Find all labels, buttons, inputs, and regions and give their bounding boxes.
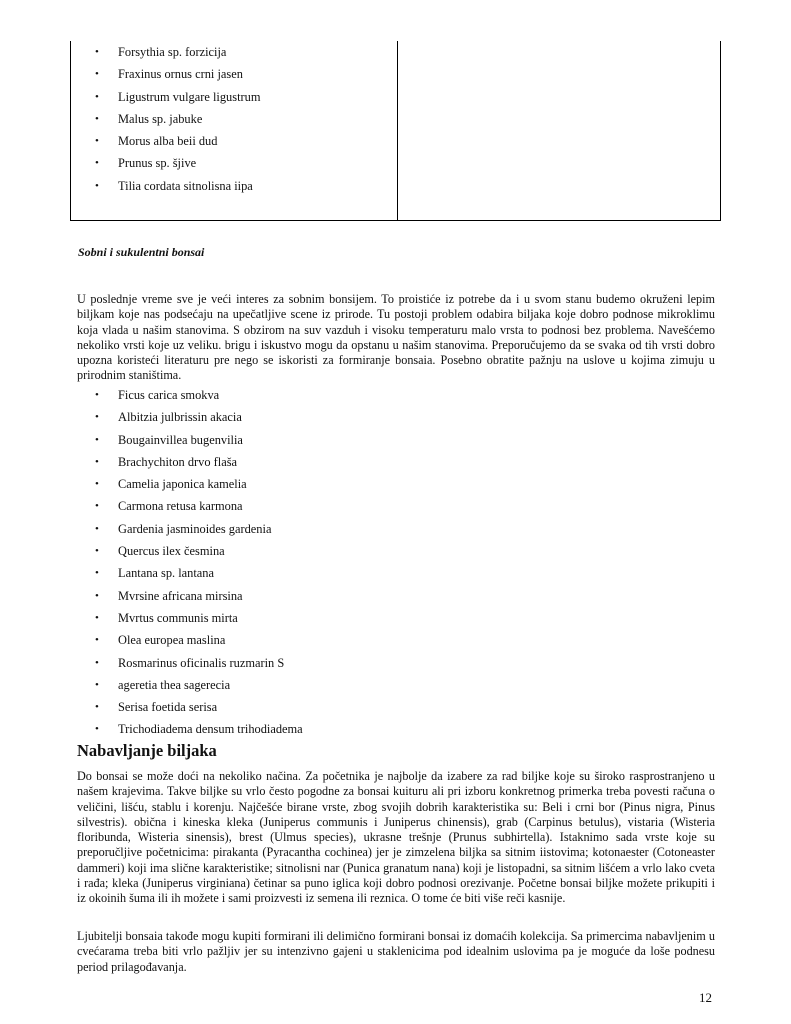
page-number: 12 [699,990,712,1005]
list-item: • Gardenia jasminoides gardenia [95,518,303,540]
list-item: • Serisa foetida serisa [95,696,303,718]
list-item: • Bougainvillea bugenvilia [95,429,303,451]
list-item: • Malus sp. jabuke [95,108,260,130]
list-item: • Camelia japonica kamelia [95,473,303,495]
table-column-divider [397,41,398,220]
list-item: • Tilia cordata sitnolisna iipa [95,175,260,197]
section-heading-sobni: Sobni i sukulentni bonsai [78,245,205,259]
acquisition-paragraph: Do bonsai se može doći na nekoliko načina. Za početnika je najbolje da izabere za rad biljke koje su široko rasprostranjeno u našem krajevima. Takve biljke su vrlo često pogodne za bonsai kuituru ali pri izboru konkretnog primerka treba povesti računa o veličini, lišću, stablu i korenju. Najčešće birane vrste, zbog svojih dobrih karakteristika su: Beli i crni bor (Pinus nigra, Pinus silvestris). obična i kineska kleka (Juniperus communis i Juniperus chinensis), grab (Carpinus betulus), vistaria (Wisteria floribunda, Wisteria sinensis), brest (Ulmus species), ukrasne trešnje (Prunus subhirtella). Istaknimo sada vrste koje su preporučljive početnicima: pirakanta (Pyracantha cochinea) jer je zimzelena biljka sa sitnim iistovima; kotonaester (Cotoneaster dammeri) koji ima slične karakteristike; sitnolisni nar (Punica granatum nana) koji je listopadni, sa sitnim lišćem a vrlo lako cveta i rađa; kleka (Juniperus virginiana) četinar sa puno iglica koji dobro podnosi orezivanje. Početne bonsai biljke možete prikupiti i iz okoinih šuma ili ih možete i sami proizvesti iz semena ili reznica. O tome će biti više reči kasnije. [77,769,715,906]
table-species-list [95,41,260,197]
list-item: • ageretia thea sagerecia [95,674,303,696]
list-item: • Mvrsine africana mirsina [95,585,303,607]
list-item: • Fraxinus ornus crni jasen [95,63,260,85]
intro-paragraph: U poslednje vreme sve je veći interes za sobnim bonsijem. To proistiće iz potrebe da i u svom stanu budemo okruženi lepim biljkam koje nas podsećaju na upečatljive scene iz prirode. Tu postoji problem odabira biljaka koje dobro podnose mikroklimu koja vlada u našim stanovima. S obzirom na suv vazduh i visoku temperaturu malo vrsta to podnosi bez problema. Navešćemo nekoliko vrsti koje uz veliku. brigu i iskustvo mogu da opstanu u našim stanovima. Preporučujemo da se svaka od tih vrsti dobro upozna koristeći literaturu pre nego se iskoristi za formiranje bonsaia. Posebno obratite pažnju na uslove u kojima zimuju u prirodnim staništima. [77,292,715,383]
list-item: • Mvrtus communis mirta [95,607,303,629]
indoor-species-list [95,384,303,741]
list-item: • Quercus ilex česmina [95,540,303,562]
list-item: • Trichodiadema densum trihodiadema [95,718,303,740]
list-item: • Ficus carica smokva [95,384,303,406]
list-item: • Brachychiton drvo flaša [95,451,303,473]
section-heading-nabavljanje: Nabavljanje biljaka [77,741,217,760]
list-item: • Forsythia sp. forzicija [95,41,260,63]
list-item: • Albitzia julbrissin akacia [95,406,303,428]
list-item: • Rosmarinus oficinalis ruzmarin S [95,652,303,674]
list-item: • Olea europea maslina [95,629,303,651]
list-item: • Carmona retusa karmona [95,495,303,517]
list-item: • Ligustrum vulgare ligustrum [95,86,260,108]
list-item: • Lantana sp. lantana [95,562,303,584]
list-item: • Morus alba beii dud [95,130,260,152]
list-item: • Prunus sp. šjive [95,152,260,174]
buying-paragraph: Ljubitelji bonsaia takođe mogu kupiti formirani ili delimično formirani bonsai iz domaćih kolekcija. Sa primercima nabavljenim u cvećarama treba biti vrlo pažljiv jer su intenzivno gajeni u staklenicima pod idealnim uslovima pa je moguće da loše podnesu period prilagođavanja. [77,929,715,974]
